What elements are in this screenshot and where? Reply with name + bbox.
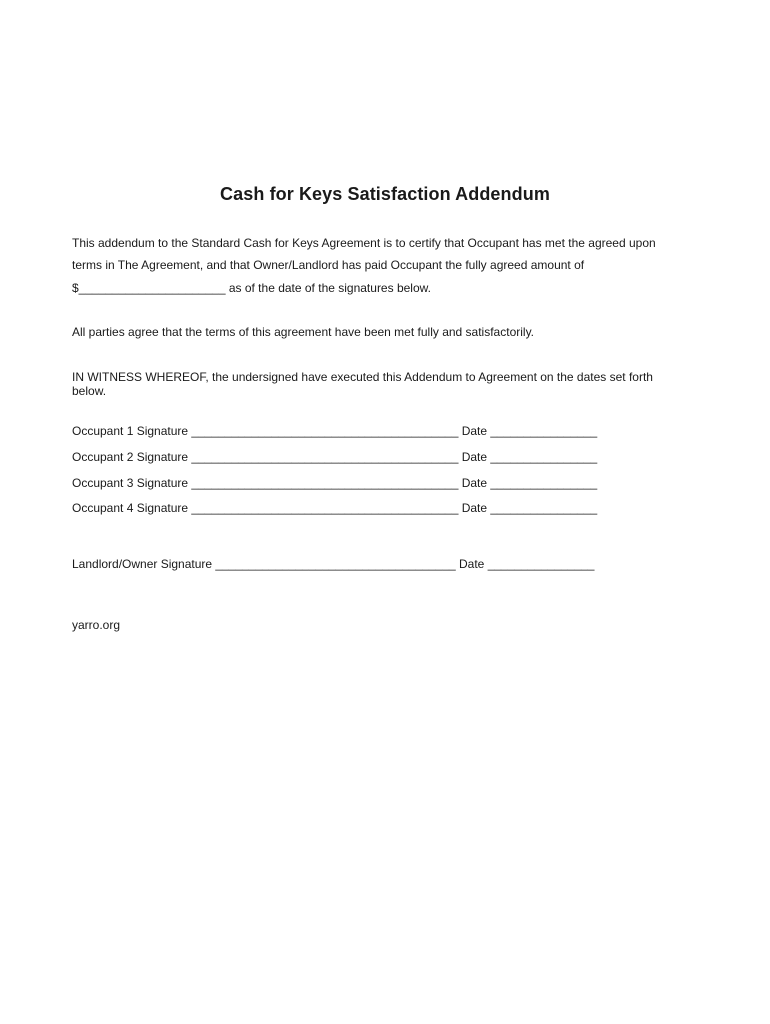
paragraph-1-line-1: This addendum to the Standard Cash for Keys Agreement is to certify that Occupant has met the agreed upon — [72, 236, 656, 250]
landlord-signature-line: Landlord/Owner Signature ____________________________________ Date ________________ — [72, 557, 595, 571]
agreement-statement: All parties agree that the terms of this agreement have been met fully and satisfactorily. — [72, 325, 535, 339]
occupant-3-signature-line: Occupant 3 Signature ________________________________________ Date ________________ — [72, 476, 598, 490]
amount-line: $______________________ as of the date of the signatures below. — [72, 281, 431, 295]
witness-line-2: below. — [72, 384, 107, 398]
witness-line-1: IN WITNESS WHEREOF, the undersigned have executed this Addendum to Agreement on the dates set forth — [72, 370, 653, 384]
occupant-1-signature-line: Occupant 1 Signature ________________________________________ Date ________________ — [72, 424, 598, 438]
occupant-4-signature-line: Occupant 4 Signature ________________________________________ Date ________________ — [72, 501, 598, 515]
footer-website: yarro.org — [72, 618, 121, 632]
paragraph-1-line-2: terms in The Agreement, and that Owner/Landlord has paid Occupant the fully agreed amount of — [72, 258, 585, 272]
document-title: Cash for Keys Satisfaction Addendum — [220, 184, 550, 204]
occupant-2-signature-line: Occupant 2 Signature ________________________________________ Date ________________ — [72, 450, 598, 464]
